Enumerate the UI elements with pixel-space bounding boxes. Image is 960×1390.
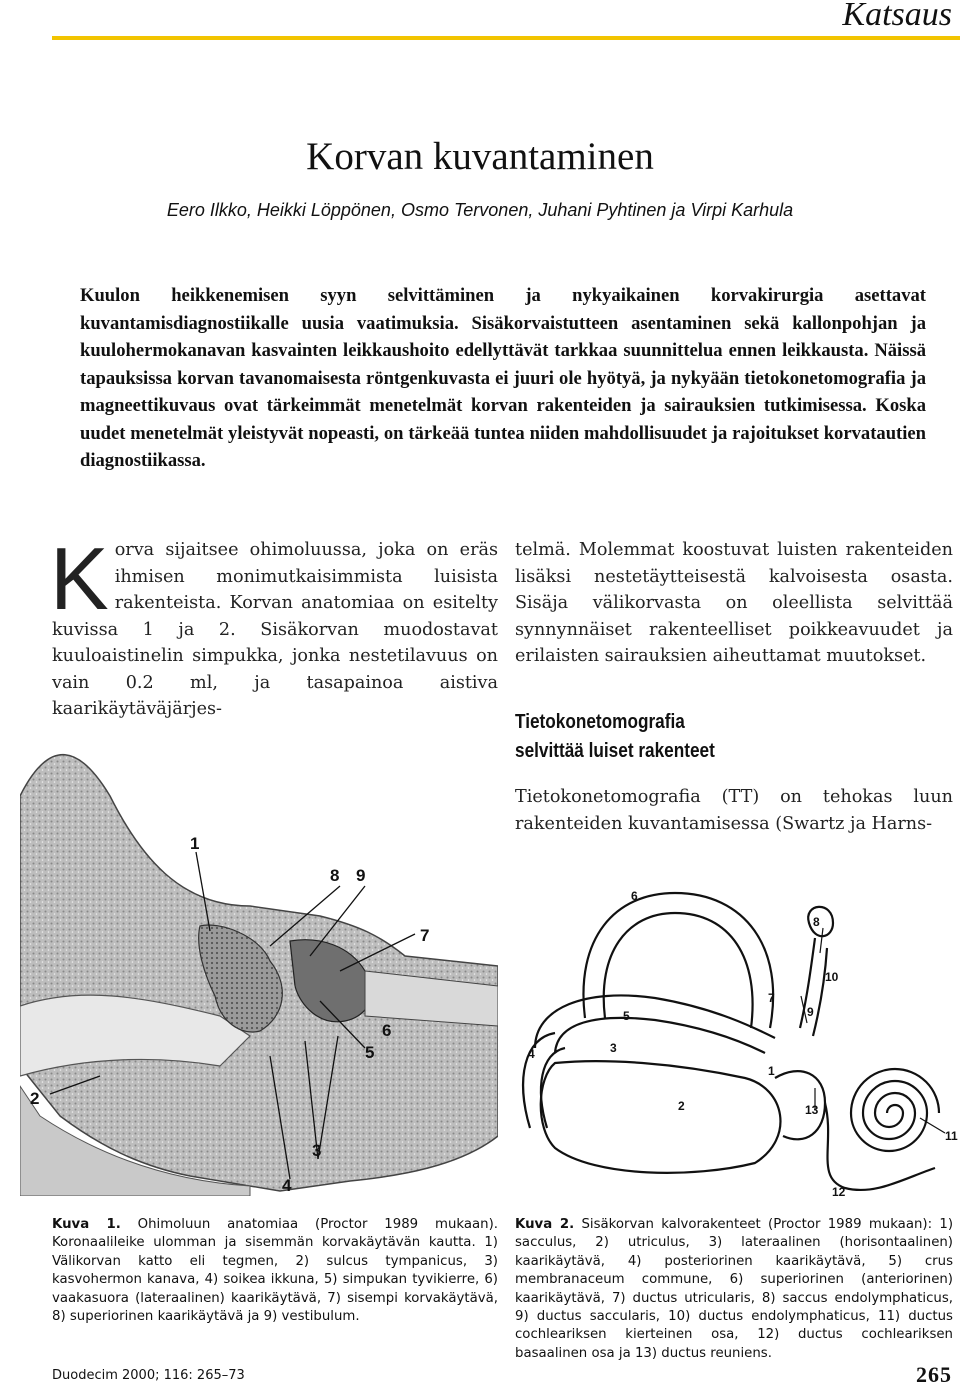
body-left-column	[50, 529, 498, 723]
journal-citation: Duodecim 2000; 116: 265–73	[52, 1368, 245, 1383]
article-abstract: Kuulon heikkenemisen syyn selvittäminen ja nykyaikainen korvakirurgia asettavat kuvantamisdiagnostiikalle uusia vaatimuksia. Sisäkorvaistutteen asentaminen sekä kallonpohjan ja kuulohermokanavan kasvainten leikkaushoito edellyttävät tarkkaa suunnittelua ennen leikkausta. Näissä tapauksissa korvan tavanomaisesta röntgenkuvasta ei juuri ole hyötyä, ja nykyään tietokonetomografia ja magneettikuvaus ovat tärkeimmät menetelmät korvan rakenteiden ja sairauksien tutkimisessa. Koska uudet menetelmät yleistyvät nopeasti, on tärkeää tuntea niiden mahdollisuudet ja rajoitukset korvatautien diagnostiikassa.	[80, 285, 926, 471]
figure-2-caption	[515, 1216, 953, 1363]
fig1-label-2: 2	[30, 1089, 40, 1108]
fig2-label-6: 6	[631, 889, 638, 903]
drop-cap: K	[50, 529, 109, 628]
figure-1-illustration	[20, 736, 498, 1196]
fig2-leader-lines	[801, 928, 945, 1133]
body-right-column-2: Tietokonetomografia (TT) on tehokas luun rakenteiden kuvantamisessa (Swartz ja Harns-	[515, 787, 953, 834]
fig2-cochlea-spiral	[851, 1069, 939, 1151]
article-authors: Eero Ilkko, Heikki Löppönen, Osmo Tervonen, Juhani Pyhtinen ja Virpi Karhula	[166, 200, 794, 220]
fig2-endolymphatic-sac	[808, 907, 833, 936]
fig1-label-3: 3	[312, 1141, 322, 1160]
fig2-utricle	[541, 1061, 781, 1173]
subheading-line-2: selvittää luiset rakenteet	[515, 740, 715, 762]
fig2-label-8: 8	[813, 915, 820, 929]
header-rule	[52, 36, 960, 40]
section-label: Katsaus	[842, 0, 952, 33]
left-column-text: orva sijaitsee ohimoluussa, joka on eräs ihmisen monimutkaisimmista luisista rakenteista. Korvan anatomiaa on esitelty kuvissa 1 ja 2. Sisäkorvan muodostavat kuuloaistinelin simpukka, jonka nestetilavuus on vain 0.2 ml, ja tasapainoa aistiva kaarikäytäväjärjes-	[52, 540, 498, 719]
fig2-label-2: 2	[678, 1099, 685, 1113]
fig2-label-11: 11	[945, 1129, 958, 1143]
page-number: 265	[916, 1362, 952, 1387]
fig2-label-13: 13	[805, 1103, 819, 1117]
fig2-label-7: 7	[768, 991, 775, 1005]
figure-2-caption-label: Kuva 2.	[515, 1217, 575, 1232]
article-title: Korvan kuvantaminen	[306, 135, 654, 178]
fig2-lateral-canal	[535, 995, 775, 1048]
subheading-line-1: Tietokonetomografia	[515, 711, 685, 733]
fig2-cochlear-base	[825, 1103, 935, 1190]
figure-1-caption	[52, 1216, 498, 1326]
fig1-label-6: 6	[382, 1021, 392, 1040]
fig1-label-7: 7	[420, 926, 430, 945]
fig1-label-9: 9	[356, 866, 366, 885]
fig1-label-1: 1	[190, 834, 200, 853]
fig1-label-5: 5	[365, 1043, 375, 1062]
figure-1-caption-text: Ohimoluun anatomiaa (Proctor 1989 mukaan). Koronaalileike ulomman ja sisemmän korvakäytävän kautta. 1) Välikorvan katto eli tegmen, 2) sulcus tympanicus, 3) kasvohermon kanava, 4) soikea ikkuna, 5) simpukan tyvikierre, 6) vaakasuora (lateraalinen) kaarikäytävä, 7) sisempi korvakäytävä, 8) superiorinen kaarikäytävä ja 9) vestibulum.	[52, 1217, 498, 1325]
section-subheading	[515, 708, 893, 766]
figure-2-illustration	[515, 878, 960, 1200]
figure-2-caption-text: Sisäkorvan kalvorakenteet (Proctor 1989 mukaan): 1) sacculus, 2) utriculus, 3) lateraalinen (horisontaalinen) kaarikäytävä, 4) posteriorinen kaarikäytävä, 5) crus membranaceum commune, 6) superiorinen (anteriorinen) kaarikäytävä, 7) ductus utricularis, 8) saccus endolymphaticus, 9) ductus saccularis, 10) ductus endolymphaticus, 11) ductus cochleariksen kierteinen osa, 12) ductus cochleariksen basaalinen osa ja 13) ductus reuniens.	[515, 1217, 954, 1361]
fig2-label-3: 3	[610, 1041, 617, 1055]
fig2-label-12: 12	[832, 1185, 846, 1199]
fig2-label-9: 9	[807, 1005, 814, 1019]
fig2-label-10: 10	[825, 970, 839, 984]
figure-1-caption-label: Kuva 1.	[52, 1217, 121, 1232]
fig2-label-5: 5	[623, 1009, 630, 1023]
fig2-label-4: 4	[528, 1047, 535, 1061]
fig1-label-4: 4	[282, 1176, 292, 1195]
fig1-label-8: 8	[330, 866, 340, 885]
body-right-column: telmä. Molemmat koostuvat luisten rakenteiden lisäksi nestetäytteisestä kalvoisesta osasta. Sisäja välikorvasta on oleellista selvittää synnynnäiset rakenteelliset poikkeavuudet ja erilaisten sairauksien aiheuttamat muutokset.	[515, 540, 953, 666]
fig2-label-1: 1	[768, 1064, 775, 1078]
